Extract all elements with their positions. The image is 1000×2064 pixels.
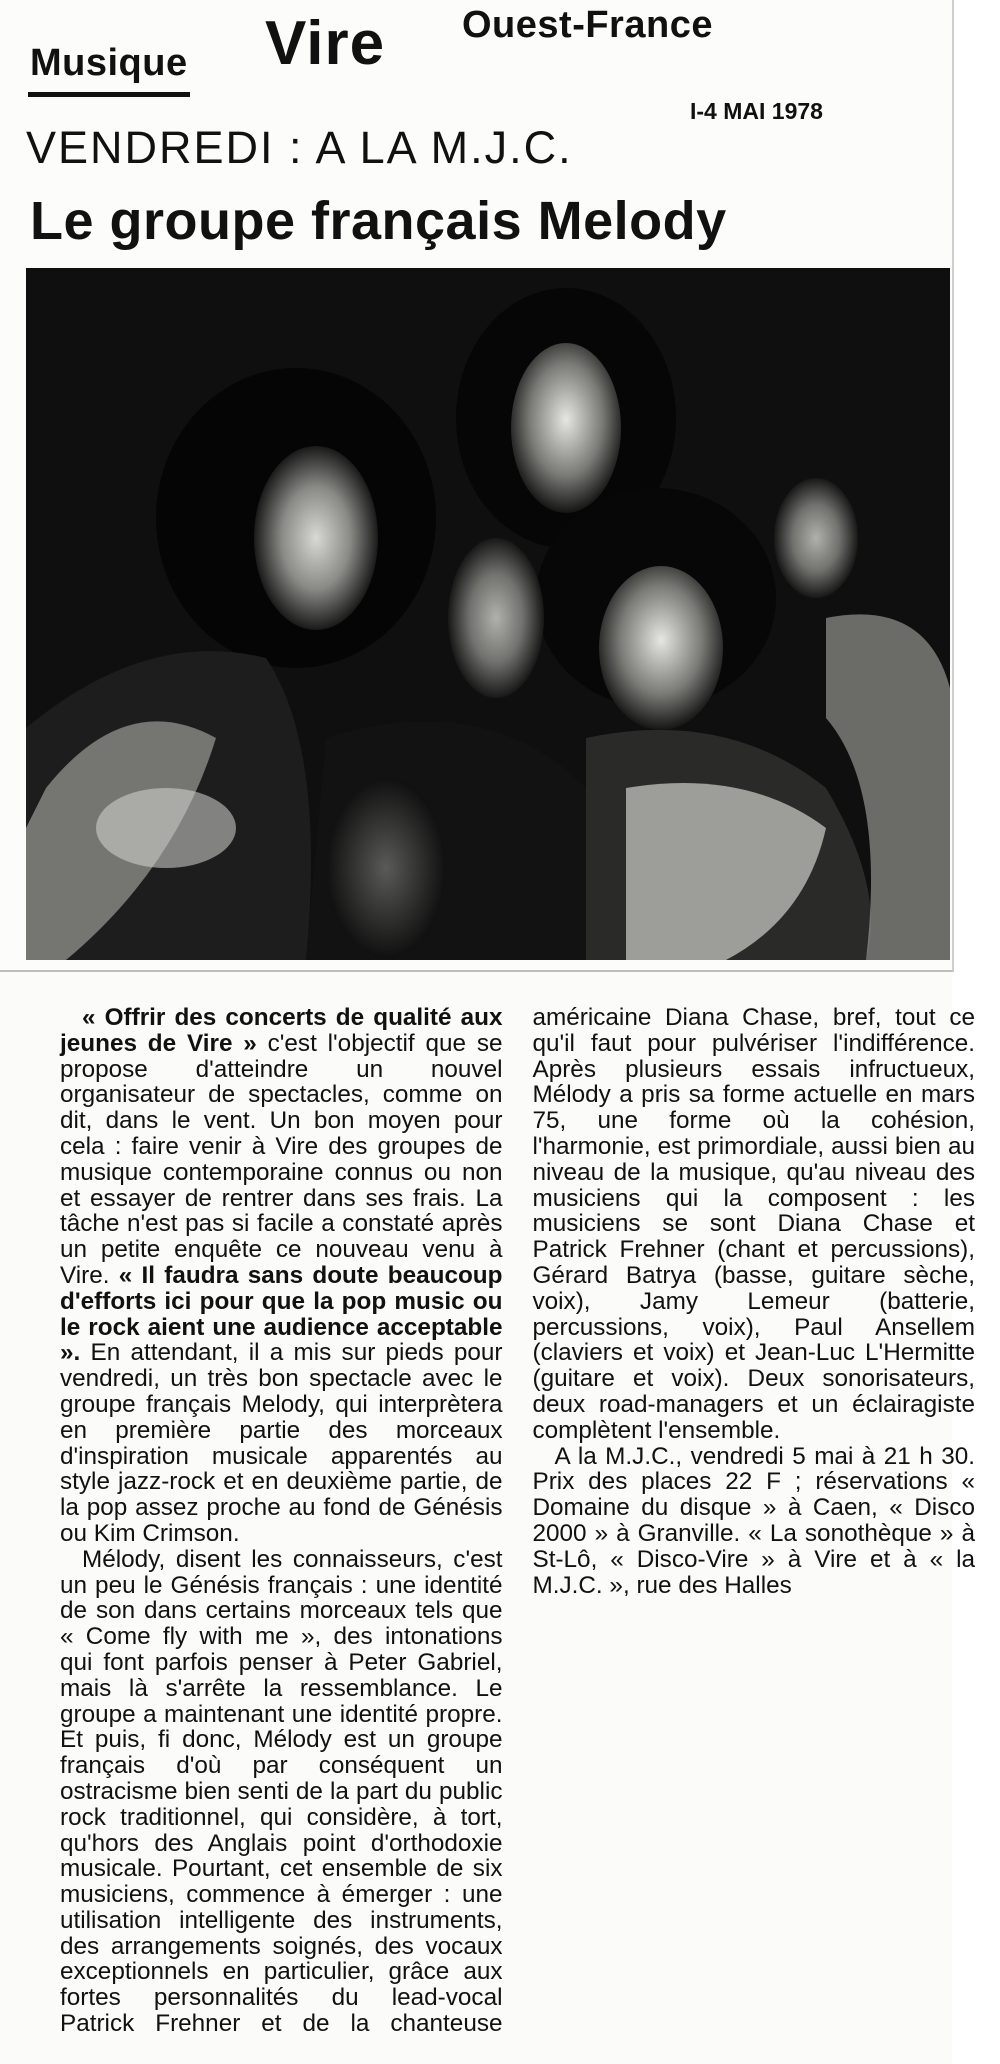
quote-1: « Offrir des concerts de qualité aux jeunes de Vire » [60,1004,503,1057]
city-name: Vire [265,9,386,78]
paragraph-1-text-a: c'est l'objectif que se propose d'atteindre un nouvel organisateur de spectacles, comme on dit, dans le vent. Un bon moyen pour cela : faire venir à Vire des groupes de musique contemporaine connus ou non et essayer de rentrer dans ses frais. La tâche n'est pas si facile a constaté après un petite enquête ce nouveau venu à Vire. [60,1029,503,1289]
band-photo-icon [26,268,950,960]
article-paragraph-2: Mélody, disent les connaisseurs, c'est un peu le Génésis français : une identité de son dans certains morceaux tels que « Come fly with me », des intonations qui font parfois penser à Peter Gabriel, mais là s'arrête la ressemblance. Le groupe a maintenant une identité propre. Et puis, fi donc, Mélody est un groupe français d'où par conséquent un ostracisme bien senti de la part du public rock traditionnel, qui considère, à tort, qu'hors des Anglais point d'orthodoxie musicale. Pourtant, cet ensemble de six musiciens, commence à émerger : une utilisation intelligente des instruments, des arrangements soignés, des vocaux exceptionnels en particulier, grâce aux fortes personnalités du lead-vocal Patrick Frehner et de la chanteuse américaine Diana Chase, bref, tout ce qu'il faut pour pulvériser l'indifférence. Après plusieurs essais infructueux, Mélody a pris sa forme actuelle en mars 75, une forme où la cohésion, l'harmonie, est primordiale, aussi bien au niveau de la musique, qu'au niveau des musiciens qui la composent : les musiciens se sont Diana Chase et Patrick Frehner (chant et percussions), Gérard Batrya (basse, guitare sèche, voix), Jamy Lemeur (batterie, percussions, voix), Paul Ansellem (claviers et voix) et Jean-Luc L'Hermitte (guitare et voix). Deux sonorisateurs, deux road-managers et un éclairagiste complètent l'ensemble. [60,1004,975,2038]
newspaper-name: Ouest-France [462,4,713,46]
paragraph-1-text-b: En attendant, il a mis sur pieds pour vendredi, un très bon spectacle avec le groupe français Melody, qui interprètera en première partie des morceaux d'inspiration musicale apparentés au style jazz-rock et en deuxième partie, de la pop assez proche au fond de Génésis ou Kim Crimson. [60,1339,503,1547]
section-label: Musique [30,42,188,84]
article-paragraph-1 [60,1005,503,1547]
band-photo [26,268,950,960]
article-headline: Le groupe français Melody [30,191,727,251]
publication-date: I-4 MAI 1978 [690,98,823,124]
article-body [60,1005,975,2050]
article-kicker: VENDREDI : A LA M.J.C. [26,122,573,173]
section-underline [28,92,190,97]
header-panel [0,0,954,972]
article-paragraph-3: A la M.J.C., vendredi 5 mai à 21 h 30. Prix des places 22 F ; réservations « Domaine du disque » à Caen, « Disco 2000 » à Granville. « La sonothèque » à St-Lô, « Disco-Vire » à Vire et à « la M.J.C. », rue des Halles [532,1442,975,1599]
quote-2: « Il faudra sans doute beaucoup d'efforts ici pour que la pop music ou le rock aient une audience acceptable ». [60,1261,503,1367]
